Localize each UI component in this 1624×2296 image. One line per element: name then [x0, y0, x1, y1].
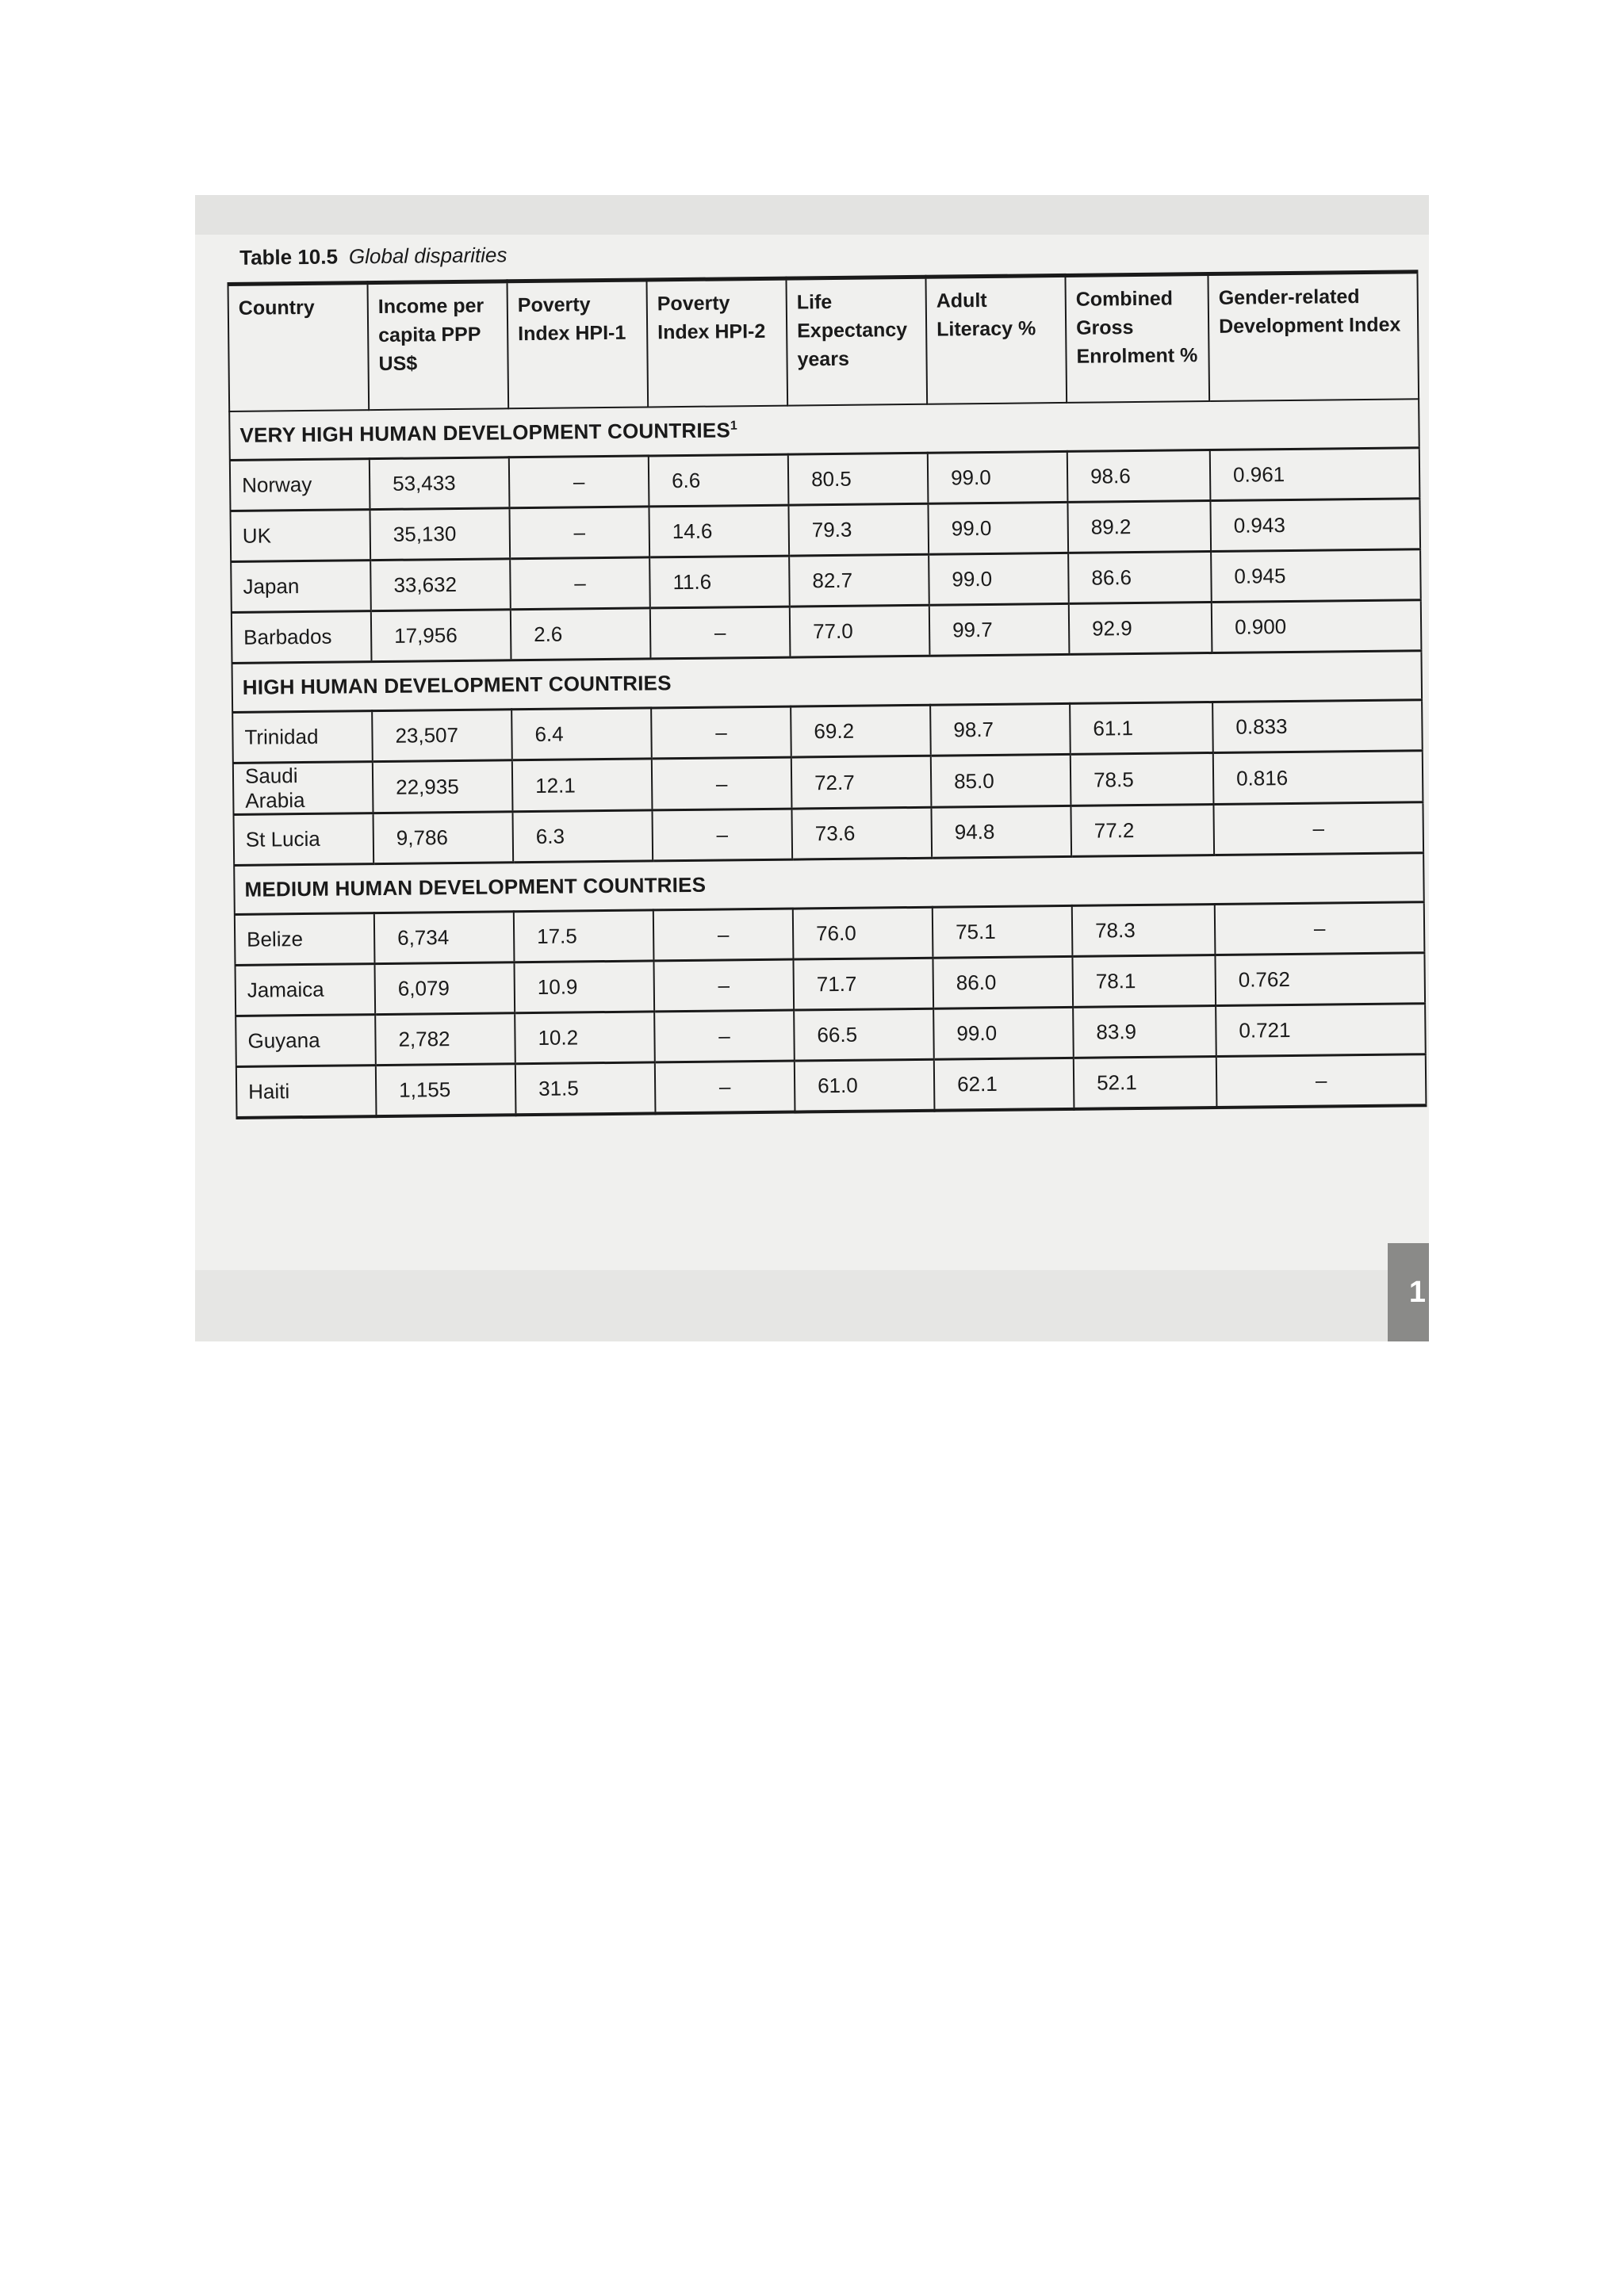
- cell-hpi1: 6.3: [512, 810, 653, 863]
- document-content: [227, 233, 1425, 1119]
- cell-country: Trinidad: [232, 711, 373, 763]
- cell-hpi2: 11.6: [649, 556, 790, 608]
- cell-adult-literacy: 99.7: [929, 603, 1070, 656]
- cell-hpi2: –: [652, 757, 792, 810]
- page-tab: 1: [1388, 1243, 1429, 1341]
- photo-bottom-shadow: [195, 1270, 1429, 1341]
- header-country: Country: [228, 283, 370, 411]
- cell-country: UK: [231, 510, 371, 562]
- cell-gdi: 0.961: [1210, 448, 1420, 501]
- cell-gdi: –: [1213, 802, 1423, 855]
- header-gdi: Gender-related Development Index: [1208, 272, 1419, 401]
- section-title: VERY HIGH HUMAN DEVELOPMENT COUNTRIES: [239, 418, 731, 447]
- cell-gross-enrolment: 98.6: [1067, 450, 1211, 503]
- cell-country: Belize: [235, 913, 375, 966]
- section-footnote-marker: 1: [730, 419, 738, 433]
- cell-gdi: 0.900: [1212, 600, 1422, 653]
- cell-country: Norway: [230, 459, 370, 511]
- header-adult-literacy: Adult Literacy %: [925, 275, 1067, 404]
- cell-life-expectancy: 61.0: [795, 1059, 935, 1112]
- table-number: Table 10.5: [239, 244, 339, 270]
- cell-gross-enrolment: 78.1: [1072, 955, 1216, 1007]
- cell-gdi: –: [1215, 902, 1425, 955]
- cell-life-expectancy: 66.5: [794, 1008, 934, 1061]
- cell-gross-enrolment: 77.2: [1071, 805, 1214, 857]
- cell-income: 33,632: [370, 559, 511, 611]
- cell-life-expectancy: 77.0: [790, 605, 930, 657]
- cell-life-expectancy: 73.6: [791, 807, 932, 859]
- cell-hpi1: 6.4: [511, 708, 652, 760]
- header-row: [228, 272, 1419, 411]
- cell-hpi2: –: [652, 809, 792, 861]
- cell-hpi1: 12.1: [512, 759, 653, 812]
- table-title: Global disparities: [348, 243, 508, 269]
- cell-country: St Lucia: [234, 813, 374, 866]
- cell-hpi1: –: [510, 557, 650, 610]
- cell-income: 2,782: [375, 1013, 515, 1066]
- cell-gdi: 0.945: [1211, 549, 1421, 603]
- cell-gdi: 0.721: [1216, 1004, 1426, 1057]
- cell-gdi: 0.816: [1213, 751, 1423, 805]
- cell-country: Haiti: [236, 1066, 377, 1118]
- cell-income: 9,786: [373, 812, 514, 864]
- cell-hpi2: –: [654, 1010, 795, 1062]
- cell-income: 23,507: [372, 710, 512, 762]
- cell-adult-literacy: 98.7: [930, 703, 1071, 756]
- cell-life-expectancy: 79.3: [788, 503, 929, 556]
- cell-adult-literacy: 62.1: [934, 1058, 1074, 1110]
- cell-income: 35,130: [370, 508, 510, 561]
- cell-gross-enrolment: 78.5: [1071, 753, 1214, 806]
- cell-life-expectancy: 69.2: [791, 705, 931, 757]
- cell-income: 17,956: [371, 610, 511, 662]
- cell-gdi: 0.943: [1210, 499, 1420, 552]
- cell-adult-literacy: 86.0: [933, 956, 1073, 1008]
- cell-hpi1: 10.2: [515, 1012, 655, 1064]
- cell-hpi2: 14.6: [649, 505, 789, 557]
- header-hpi1: Poverty Index HPI-1: [507, 280, 648, 408]
- cell-hpi1: 17.5: [514, 910, 654, 962]
- cell-adult-literacy: 99.0: [928, 502, 1068, 554]
- cell-adult-literacy: 94.8: [931, 806, 1071, 858]
- cell-adult-literacy: 99.0: [928, 451, 1068, 503]
- cell-adult-literacy: 75.1: [933, 905, 1073, 958]
- cell-adult-literacy: 85.0: [931, 754, 1071, 807]
- cell-life-expectancy: 71.7: [793, 958, 933, 1010]
- table-body: [229, 399, 1426, 1118]
- cell-hpi2: 6.6: [649, 454, 789, 507]
- cell-country: Guyana: [236, 1015, 376, 1067]
- cell-life-expectancy: 82.7: [789, 554, 929, 607]
- cell-gross-enrolment: 61.1: [1070, 702, 1213, 755]
- cell-hpi1: 2.6: [511, 608, 651, 660]
- cell-income: 6,079: [374, 962, 515, 1015]
- cell-hpi1: –: [509, 456, 649, 508]
- cell-country: Jamaica: [236, 964, 376, 1016]
- cell-hpi2: –: [653, 959, 794, 1012]
- table-header: [228, 272, 1419, 411]
- cell-gdi: 0.833: [1212, 700, 1423, 753]
- section-title: MEDIUM HUMAN DEVELOPMENT COUNTRIES: [244, 872, 707, 901]
- header-income: Income per capita PPP US$: [367, 281, 508, 410]
- cell-adult-literacy: 99.0: [933, 1007, 1074, 1059]
- header-hpi2: Poverty Index HPI-2: [646, 278, 787, 407]
- cell-life-expectancy: 80.5: [788, 453, 929, 505]
- cell-income: 22,935: [373, 760, 513, 813]
- cell-country: Barbados: [232, 611, 372, 664]
- cell-gross-enrolment: 83.9: [1073, 1005, 1216, 1058]
- global-disparities-table: [227, 270, 1427, 1119]
- cell-gross-enrolment: 86.6: [1068, 552, 1212, 604]
- cell-hpi1: 10.9: [514, 961, 654, 1013]
- header-gross-enrolment: Combined Gross Enrolment %: [1065, 274, 1209, 403]
- cell-hpi1: 31.5: [515, 1062, 656, 1115]
- cell-hpi2: –: [651, 706, 791, 759]
- cell-income: 53,433: [370, 457, 510, 510]
- photo-top-shadow: [195, 195, 1429, 235]
- cell-hpi2: –: [650, 607, 791, 659]
- cell-gross-enrolment: 52.1: [1074, 1056, 1217, 1108]
- cell-life-expectancy: 76.0: [793, 907, 933, 959]
- cell-hpi1: –: [509, 507, 649, 559]
- cell-gdi: –: [1216, 1054, 1427, 1108]
- cell-income: 6,734: [374, 912, 515, 964]
- cell-adult-literacy: 99.0: [929, 553, 1069, 605]
- cell-gross-enrolment: 89.2: [1067, 501, 1211, 553]
- cell-income: 1,155: [376, 1064, 516, 1116]
- cell-life-expectancy: 72.7: [791, 756, 932, 809]
- cell-gross-enrolment: 92.9: [1069, 603, 1212, 655]
- section-title: HIGH HUMAN DEVELOPMENT COUNTRIES: [242, 671, 672, 699]
- cell-hpi2: –: [655, 1061, 795, 1113]
- cell-hpi2: –: [653, 909, 794, 961]
- header-life-expectancy: Life Expectancy years: [786, 277, 927, 405]
- cell-country: Saudi Arabia: [233, 762, 373, 815]
- cell-country: Japan: [231, 561, 371, 613]
- cell-gross-enrolment: 78.3: [1072, 905, 1216, 957]
- cell-gdi: 0.762: [1215, 953, 1425, 1006]
